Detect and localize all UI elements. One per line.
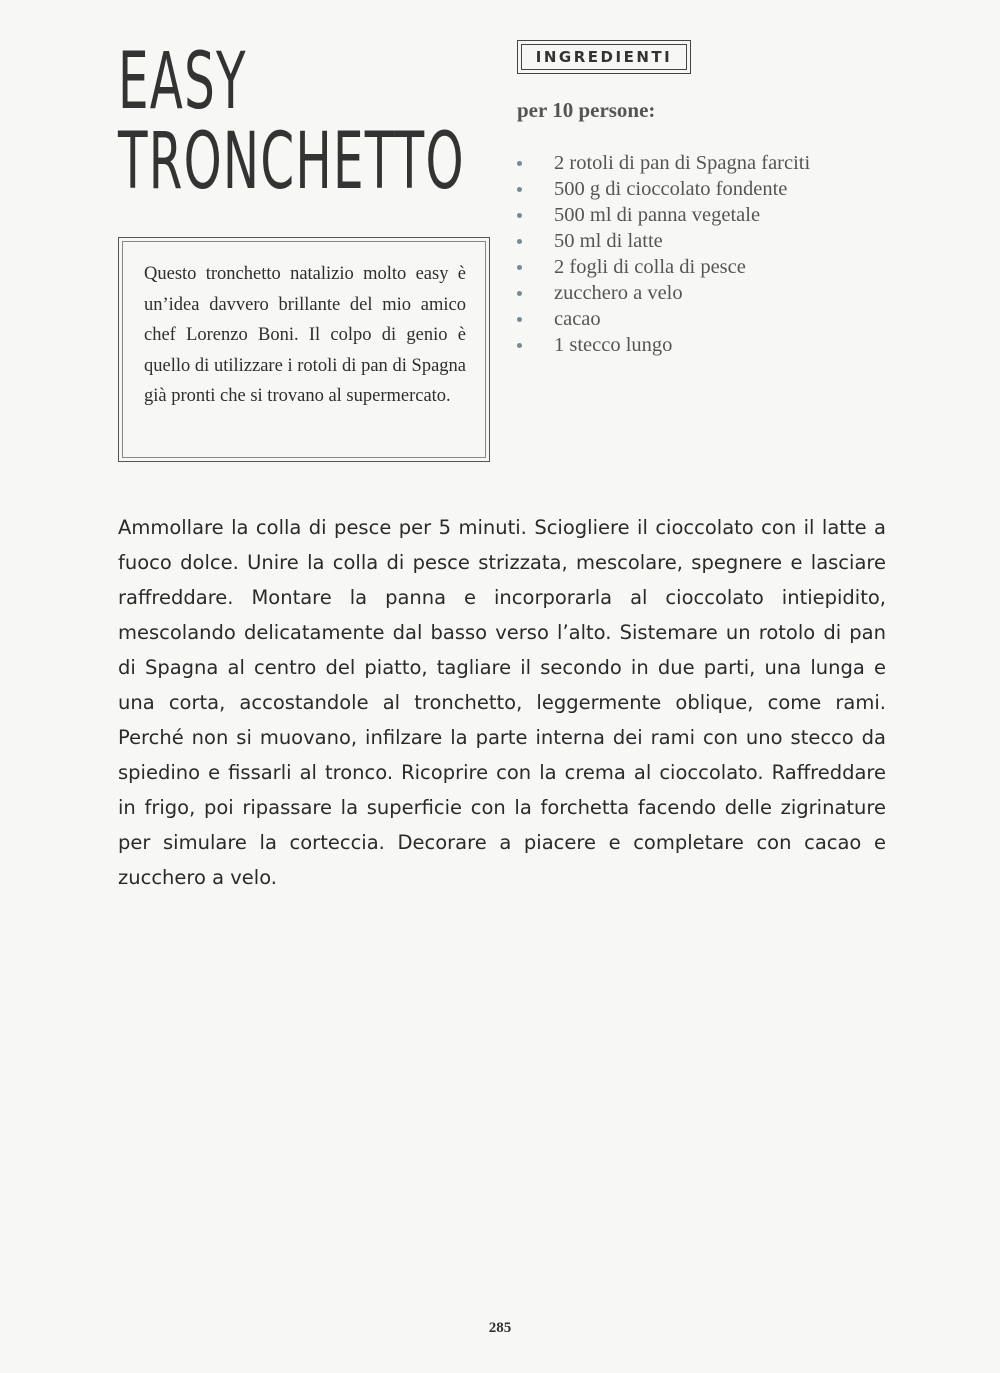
ingredients-heading-badge (517, 40, 691, 74)
recipe-title (118, 37, 465, 207)
ingredient-text: 2 fogli di colla di pesce (554, 256, 746, 278)
ingredient-item (514, 254, 914, 280)
bullet-icon (517, 187, 522, 192)
bullet-icon (517, 291, 522, 296)
ingredient-text: cacao (554, 308, 601, 330)
ingredient-item (514, 202, 914, 228)
bullet-icon (517, 161, 522, 166)
bullet-icon (517, 239, 522, 244)
method-text: Ammollare la colla di pesce per 5 minuti. Sciogliere il cioccolato con il latte a fuoco dolce. Unire la colla di pesce strizzata, mescolare, spegnere e lasciare raffreddare. Montare la panna e incorporarla al cioccolato intiepidito, mescolando delicatamente dal basso verso l’alto. Sistemare un rotolo di pan di Spagna al centro del piatto, tagliare il secondo in due parti, una lunga e una corta, accostandole al tronchetto, leggermente oblique, come rami. Perché non si muovano, infilzare la parte interna dei rami con uno stecco da spiedino e fissarli al tronco. Ricoprire con la crema al cioccolato. Raffreddare in frigo, poi ripassare la superficie con la forchetta facendo delle zigrinature per simulare la corteccia. Decorare a piacere e completare con cacao e zucchero a velo. (118, 516, 886, 889)
ingredients-list (514, 150, 914, 358)
ingredient-text: 1 stecco lungo (554, 334, 673, 356)
ingredient-text: zucchero a velo (554, 282, 683, 304)
intro-text: Questo tronchetto natalizio molto easy è un’idea davvero brillante del mio amico chef Lorenzo Boni. Il colpo di genio è quello di utilizzare i rotoli di pan di Spagna già pronti che si trovano al supermercato. (144, 264, 466, 406)
bullet-icon (517, 343, 522, 348)
bullet-icon (517, 265, 522, 270)
ingredient-item (514, 306, 914, 332)
ingredient-text: 2 rotoli di pan di Spagna farciti (554, 152, 811, 174)
ingredient-text: 500 ml di panna vegetale (554, 204, 761, 226)
ingredients-heading: INGREDIENTI (521, 44, 687, 70)
ingredient-item (514, 280, 914, 306)
ingredient-item (514, 150, 914, 176)
ingredient-item (514, 228, 914, 254)
ingredient-text: 500 g di cioccolato fondente (554, 178, 788, 200)
recipe-title-line-2: TRONCHETTO (118, 117, 465, 207)
bullet-icon (517, 317, 522, 322)
recipe-title-line-1: EASY (118, 37, 247, 127)
bullet-icon (517, 213, 522, 218)
ingredient-item (514, 332, 914, 358)
servings-label: per 10 persone: (517, 98, 656, 122)
ingredient-item (514, 176, 914, 202)
page-number: 285 (488, 1320, 512, 1336)
ingredient-text: 50 ml di latte (554, 230, 663, 252)
intro-box (118, 237, 490, 462)
